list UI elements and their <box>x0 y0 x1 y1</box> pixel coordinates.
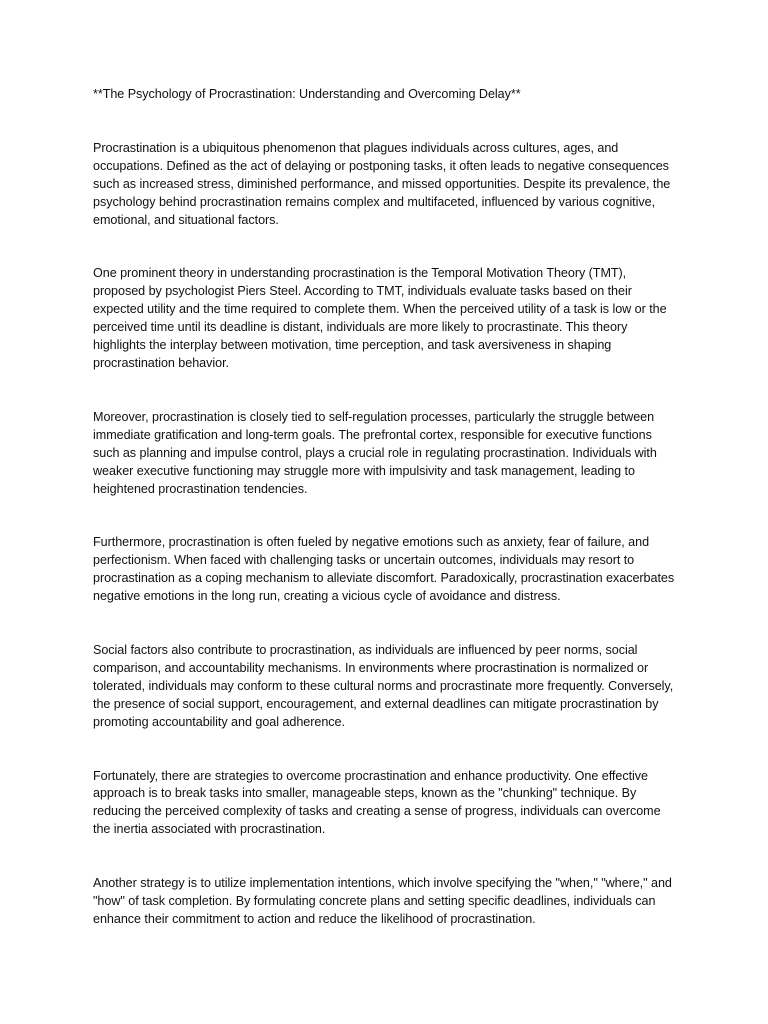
document-title: **The Psychology of Procrastination: Understanding and Overcoming Delay** <box>93 87 521 101</box>
paragraph-self-regulation: Moreover, procrastination is closely tied to self-regulation processes, particularly the struggle between immediate gratification and long-term goals. The prefrontal cortex, responsible for executive functions such as planning and impulse control, plays a crucial role in regulating procrastination. Individuals with weaker executive functioning may struggle more with impulsivity and task management, leading to heightened procrastination tendencies. <box>93 409 657 496</box>
paragraph-chunking-strategy: Fortunately, there are strategies to overcome procrastination and enhance productivity. One effective approach is to break tasks into smaller, manageable steps, known as the "chunking" technique. By reducing the perceived complexity of tasks and creating a sense of progress, individuals can overcome the inertia associated with procrastination. <box>93 768 661 837</box>
document-page <box>93 86 681 965</box>
paragraph-introduction: Procrastination is a ubiquitous phenomenon that plagues individuals across cultures, ages, and occupations. Defined as the act of delaying or postponing tasks, it often leads to negative consequences such as increased stress, diminished performance, and missed opportunities. Despite its prevalence, the psychology behind procrastination remains complex and multifaceted, influenced by various cognitive, emotional, and situational factors. <box>93 140 671 227</box>
paragraph-negative-emotions: Furthermore, procrastination is often fueled by negative emotions such as anxiety, fear of failure, and perfectionism. When faced with challenging tasks or uncertain outcomes, individuals may resort to procrastination as a coping mechanism to alleviate discomfort. Paradoxically, procrastination exacerbates negative emotions in the long run, creating a vicious cycle of avoidance and distress. <box>93 535 675 604</box>
paragraph-temporal-motivation-theory: One prominent theory in understanding procrastination is the Temporal Motivation Theory (TMT), proposed by psychologist Piers Steel. According to TMT, individuals evaluate tasks based on their expected utility and the time required to complete them. When the perceived utility of a task is low or the perceived time until its deadline is distant, individuals are more likely to procrastinate. This theory highlights the interplay between motivation, time perception, and task aversiveness in shaping procrastination behavior. <box>93 266 667 370</box>
paragraph-social-factors: Social factors also contribute to procrastination, as individuals are influenced by peer norms, social comparison, and accountability mechanisms. In environments where procrastination is normalized or tolerated, individuals may conform to these cultural norms and procrastinate more frequently. Conversely, the presence of social support, encouragement, and external deadlines can mitigate procrastination by promoting accountability and goal adherence. <box>93 643 674 729</box>
paragraph-implementation-intentions: Another strategy is to utilize implementation intentions, which involve specifying the "when," "where," and "how" of task completion. By formulating concrete plans and setting specific deadlines, individuals can enhance their commitment to action and reduce the likelihood of procrastination. <box>93 876 672 926</box>
